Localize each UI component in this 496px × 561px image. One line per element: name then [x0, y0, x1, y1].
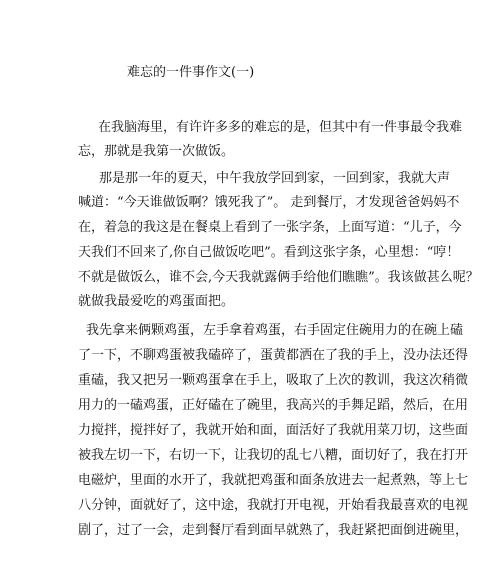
paragraph-line: 就做我最爱吃的鸡蛋面把。	[78, 294, 235, 309]
paragraph-line: 我先拿来俩颗鸡蛋，左手拿着鸡蛋，右手固定住碗用力的在碗上磕	[86, 323, 464, 338]
paragraph-line: 重磕，我又把另一颗鸡蛋拿在手上，吸取了上次的教训，我这次稍微	[78, 373, 469, 388]
paragraph-line: 那是那一年的夏天，中午我放学回到家，一回到家，我就大声	[99, 171, 451, 186]
paragraph-line: 在我脑海里，有许许多多的难忘的是，但其中有一件事最令我难	[98, 120, 463, 135]
paragraph-line: 八分钟，面就好了，这中途，我就打开电视，开始看我最喜欢的电视	[78, 498, 469, 513]
paragraph-line: 剧了，过了一会，走到餐厅看到面早就熟了，我赶紧把面倒进碗里，	[78, 523, 469, 538]
paragraph-line: 喊道：“今天谁做饭啊？饿死我了”。 走到餐厅，才发现爸爸妈妈不	[78, 195, 460, 210]
paragraph-line: 在，着急的我这是在餐桌上看到了一张字条，上面写道：“儿子，今	[78, 220, 462, 235]
paragraph-line: 电磁炉，里面的水开了，我就把鸡蛋和面条放进去一起煮熟，等上七	[78, 473, 469, 488]
paragraph-line: 不就是做饭么，谁不会,今天我就露俩手给他们瞧瞧”。我该做甚么呢？	[78, 270, 479, 285]
essay-title: 难忘的一件事作文(一)	[127, 65, 255, 80]
paragraph-line: 了一下，不聊鸡蛋被我磕碎了，蛋黄都洒在了我的手上，没办法还得	[78, 348, 469, 363]
paragraph-line: 用力的一磕鸡蛋，正好磕在了碗里，我高兴的手舞足蹈，然后，在用	[78, 398, 469, 413]
paragraph-line: 天我们不回来了,你自己做饭吃吧”。看到这张字条，心里想：“哼！	[78, 245, 460, 260]
paragraph-line: 力搅拌，搅拌好了，我就开始和面，面活好了我就用菜刀切，这些面	[78, 423, 469, 438]
paragraph-line: 被我左切一下，右切一下，让我切的乱七八糟，面切好了，我在打开	[78, 448, 469, 463]
paragraph-line: 忘，那就是我第一次做饭。	[78, 144, 235, 159]
